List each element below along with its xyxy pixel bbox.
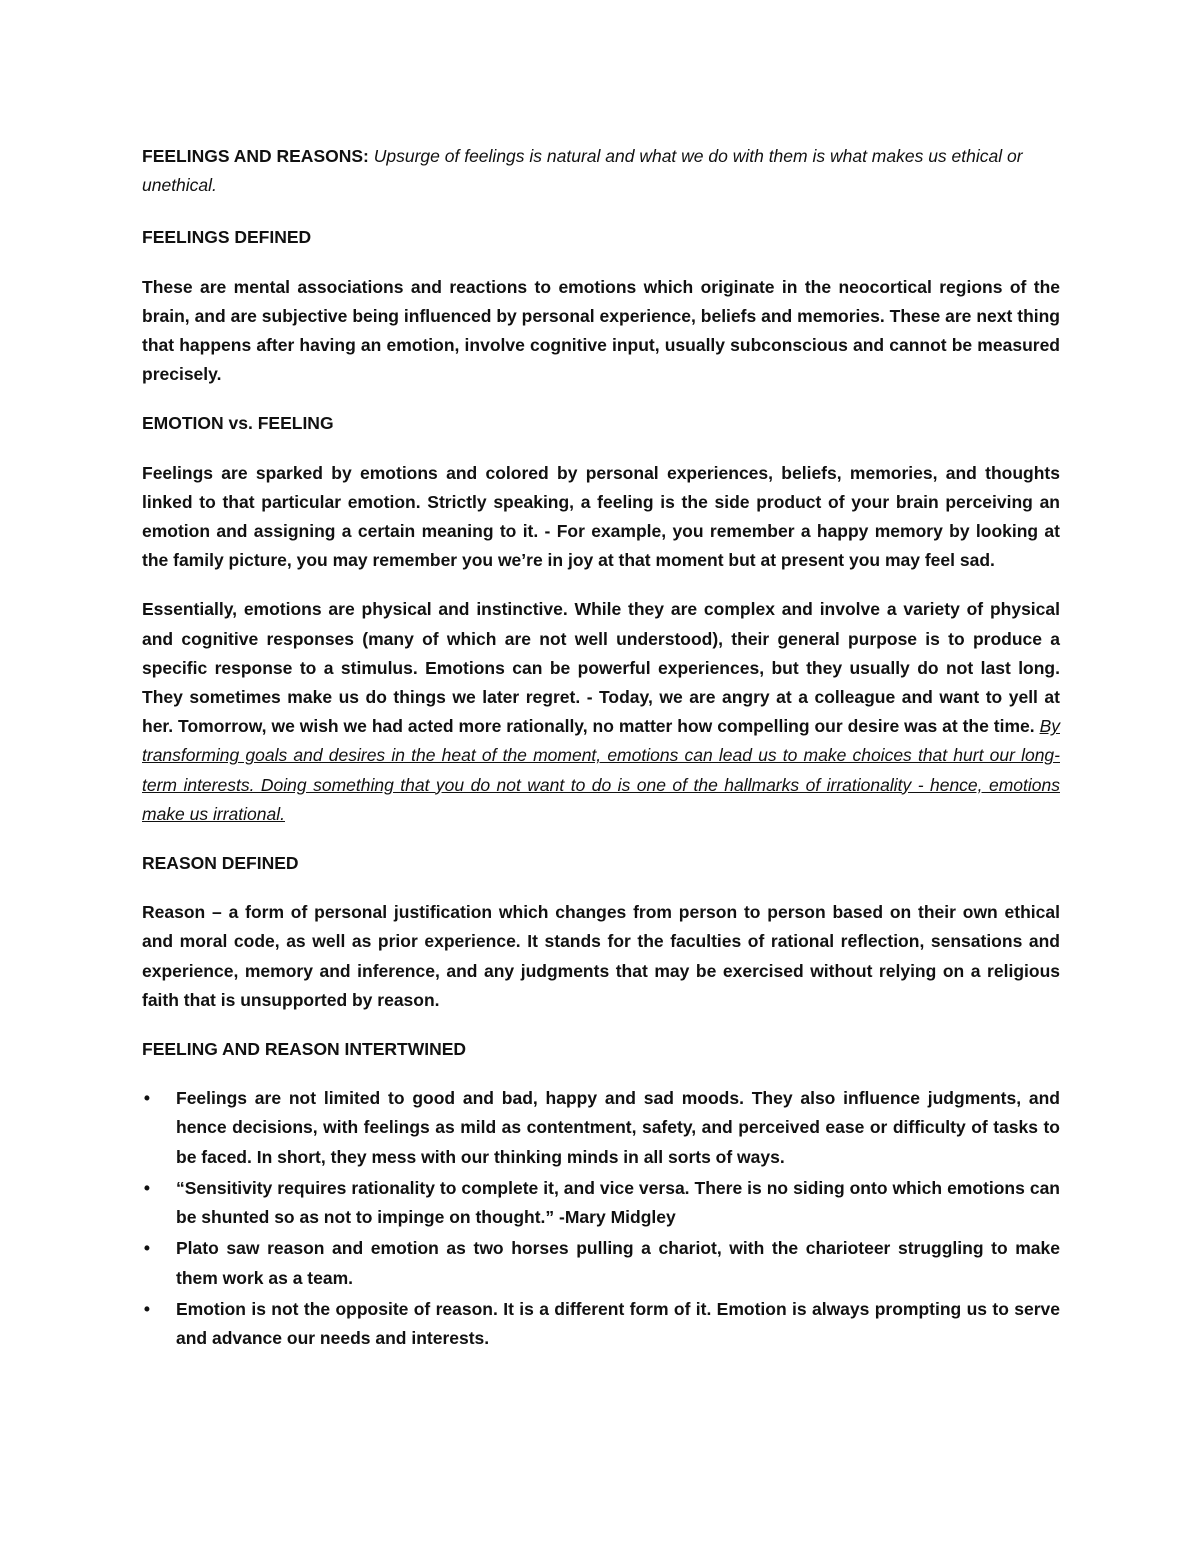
paragraph-reason-defined: Reason – a form of personal justification which changes from person to person based on their own ethical and moral code, as well as prior experience. It stands for the faculties of rational reflection, sensations and experience, memory and inference, and any judgments that may be exercised without relying on a religious faith that is unsupported by reason. — [142, 902, 1060, 1010]
list-item-text: Plato saw reason and emotion as two horses pulling a chariot, with the charioteer struggling to make them work as a team. — [176, 1238, 1060, 1288]
list-item-text: “Sensitivity requires rationality to complete it, and vice versa. There is no siding onto which emotions can be shunted so as not to impinge on thought.” -Mary Midgley — [176, 1177, 1060, 1228]
bullet-icon: • — [143, 1177, 151, 1198]
paragraph-text: Essentially, emotions are physical and instinctive. While they are complex and involve a variety of physical and cognitive responses (many of which are not well understood), their general purpose is to produce a specific response to a stimulus. Emotions can be powerful experiences, but they usually do not last long. They sometimes make us do things we later regret. - Today, we are angry at a colleague and want to yell at her. Tomorrow, we wish we had acted more rationally, no matter how compelling our desire was at the time. — [142, 599, 1060, 737]
title-heading: FEELINGS AND REASONS: — [142, 146, 369, 166]
document-title — [142, 142, 1060, 200]
list-item — [142, 1234, 1060, 1292]
bullet-icon: • — [143, 1298, 151, 1319]
section-heading-emotion-vs-feeling: EMOTION vs. FEELING — [142, 413, 334, 434]
paragraph-feelings-defined: These are mental associations and reactions to emotions which originate in the neocortical regions of the brain, and are subjective being influenced by personal experience, beliefs and memories. These are next thing that happens after having an emotion, involve cognitive input, usually subconscious and cannot be measured precisely. — [142, 276, 1060, 385]
paragraph-emotion-vs-feeling-1: Feelings are sparked by emotions and colored by personal experiences, beliefs, memories, and thoughts linked to that particular emotion. Strictly speaking, a feeling is the side product of your brain perceiving an emotion and assigning a certain meaning to it. - For example, you remember a happy memory by looking at the family picture, you may remember you we’re in joy at that moment but at present you may feel sad. — [142, 462, 1060, 571]
section-heading-feelings-defined: FEELINGS DEFINED — [142, 227, 312, 248]
emphasized-conclusion: By transforming goals and desires in the heat of the moment, emotions can lead us to make choices that hurt our long-term interests. Doing something that you do not want to do is one of the hallmarks of irrationality - hence, emotions make us irrational. — [142, 716, 1060, 824]
bullet-list — [142, 1084, 1060, 1353]
section-heading-reason-defined: REASON DEFINED — [142, 853, 299, 874]
section-heading-intertwined: FEELING AND REASON INTERTWINED — [142, 1039, 467, 1060]
title-subtitle: Upsurge of feelings is natural and what we do with them is what makes us ethical or unethical. — [142, 146, 1023, 196]
list-item — [142, 1174, 1060, 1232]
document-page — [142, 142, 1060, 1355]
list-item — [142, 1084, 1060, 1172]
list-item-text: Emotion is not the opposite of reason. It is a different form of it. Emotion is always prompting us to serve and advance our needs and interests. — [176, 1298, 1060, 1348]
bullet-icon: • — [143, 1238, 151, 1259]
list-item — [142, 1295, 1060, 1353]
list-item-text: Feelings are not limited to good and bad, happy and sad moods. They also influence judgments, and hence decisions, with feelings as mild as contentment, safety, and perceived ease or difficulty of tasks to be faced. In short, they mess with our thinking minds in all sorts of ways. — [176, 1088, 1060, 1167]
paragraph-emotion-vs-feeling-2 — [142, 595, 1060, 829]
bullet-icon: • — [143, 1088, 151, 1109]
